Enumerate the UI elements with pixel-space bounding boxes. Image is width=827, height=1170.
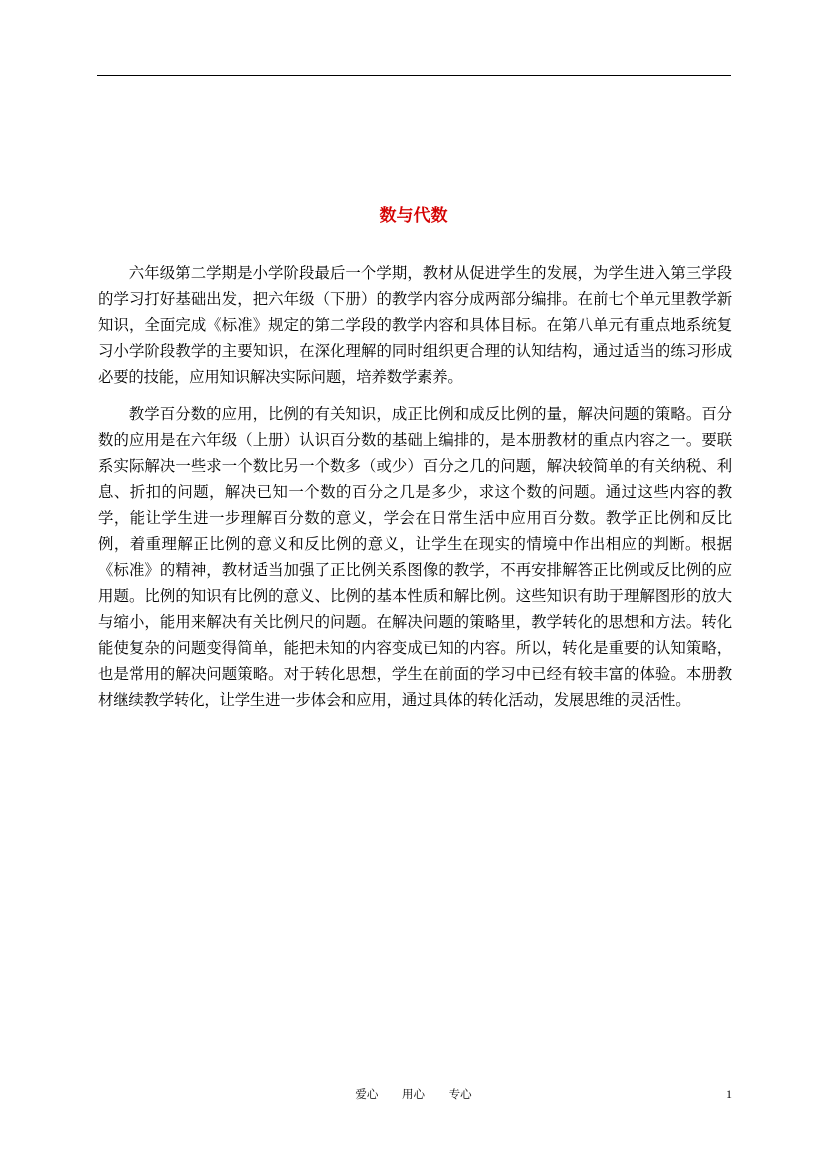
footer-motto-item: 专心 xyxy=(448,1087,472,1101)
footer-motto xyxy=(0,1086,827,1102)
paragraph-2: 教学百分数的应用，比例的有关知识，成正比例和成反比例的量，解决问题的策略。百分数的应用是在六年级（上册）认识百分数的基础上编排的，是本册教材的重点内容之一。要联系实际解决一些求一个数比另一个数多（或少）百分之几的问题，解决较简单的有关纳税、利息、折扣的问题，解决已知一个数的百分之几是多少，求这个数的问题。通过这些内容的教学，能让学生进一步理解百分数的意义，学会在日常生活中应用百分数。教学正比例和反比例，着重理解正比例的意义和反比例的意义，让学生在现实的情境中作出相应的判断。根据《标准》的精神，教材适当加强了正比例关系图像的教学，不再安排解答正比例或反比例的应用题。比例的知识有比例的意义、比例的基本性质和解比例。这些知识有助于理解图形的放大与缩小，能用来解决有关比例尺的问题。在解决问题的策略里，教学转化的思想和方法。转化能使复杂的问题变得简单，能把未知的内容变成已知的内容。所以，转化是重要的认知策略，也是常用的解决问题策略。对于转化思想，学生在前面的学习中已经有较丰富的体验。本册教材继续教学转化，让学生进一步体会和应用，通过具体的转化活动，发展思维的灵活性。 xyxy=(98,405,732,709)
footer-motto-item: 用心 xyxy=(402,1087,425,1101)
header-rule xyxy=(97,75,731,76)
paragraph-1: 六年级第二学期是小学阶段最后一个学期，教材从促进学生的发展，为学生进入第三学段的学习打好基础出发，把六年级（下册）的教学内容分成两部分编排。在前七个单元里教学新知识，全面完成《标准》规定的第二学段的教学内容和具体目标。在第八单元有重点地系统复习小学阶段教学的主要知识，在深化理解的同时组织更合理的认知结构，通过适当的练习形成必要的技能，应用知识解决实际问题，培养数学素养。 xyxy=(98,264,732,386)
page-title: 数与代数 xyxy=(379,206,448,226)
document-body xyxy=(98,260,732,713)
footer-motto-item: 爱心 xyxy=(355,1087,379,1101)
page-number: 1 xyxy=(726,1087,732,1101)
